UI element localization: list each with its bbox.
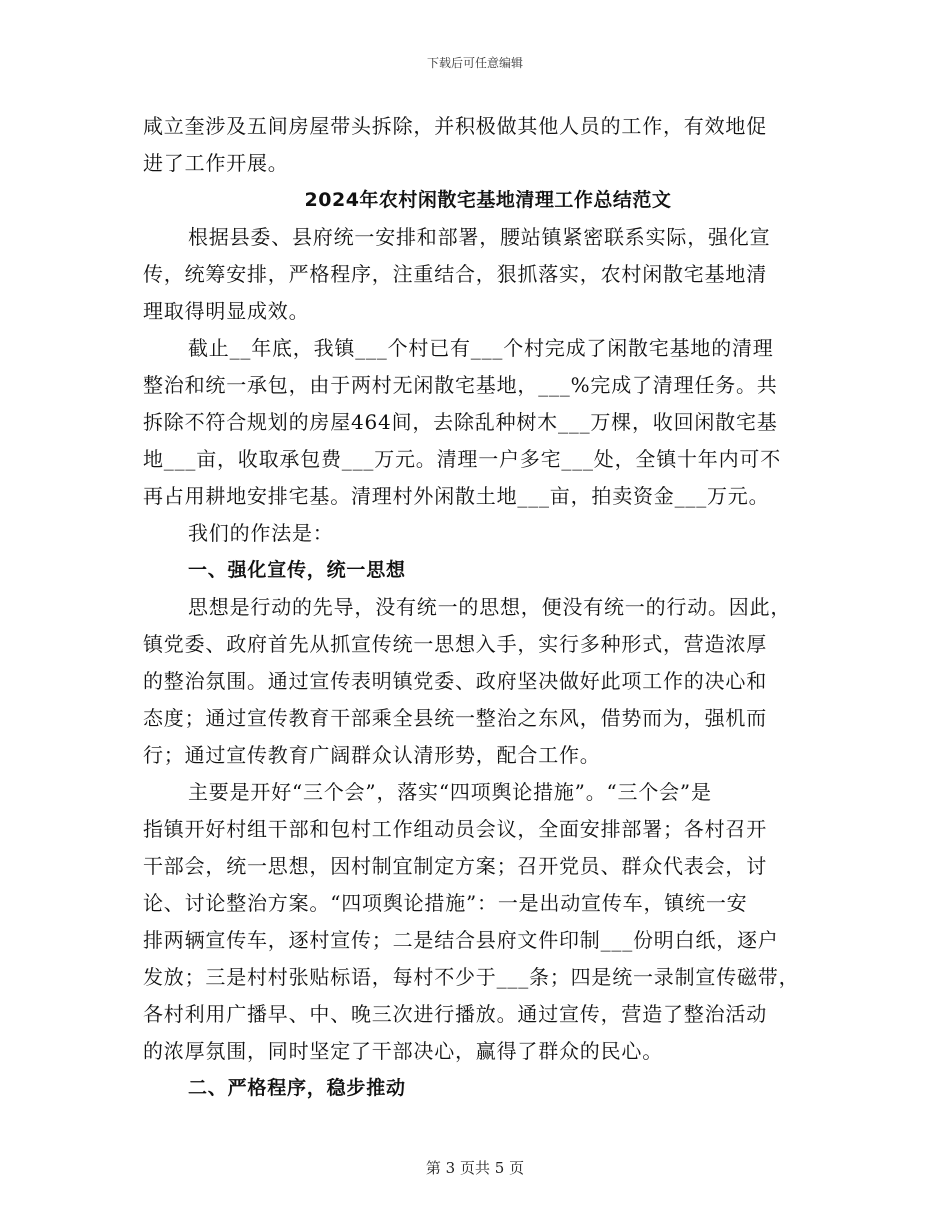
text-line: 行；通过宣传教育广阔群众认清形势，配合工作。: [143, 743, 601, 767]
text-line: 拆除不符合规划的房屋464间，去除乱种树木___万棵，收回闲散宅基: [143, 410, 778, 434]
page-header: 下载后可任意编辑: [426, 56, 523, 70]
text-line: 我们的作法是：: [188, 521, 334, 545]
page-footer: 第 3 页共 5 页: [425, 1159, 525, 1177]
text-line: 的整治氛围。通过宣传表明镇党委、政府坚决做好此项工作的决心和: [143, 669, 767, 693]
document-body: [143, 108, 813, 1107]
text-line: 的浓厚氛围，同时坚定了干部决心，赢得了群众的民心。: [143, 1039, 663, 1063]
text-line: 根据县委、县府统一安排和部署，腰站镇紧密联系实际，强化宣: [188, 225, 771, 249]
text-line: 各村利用广播早、中、晚三次进行播放。通过宣传，营造了整治活动: [143, 1002, 767, 1026]
text-line: 发放；三是村村张贴标语，每村不少于___条；四是统一录制宣传磁带，: [143, 965, 800, 989]
text-line: 干部会，统一思想，因村制宜制定方案；召开党员、群众代表会，讨: [143, 854, 767, 878]
document-title: 2024年农村闲散宅基地清理工作总结范文: [304, 189, 672, 211]
section-heading: 一、强化宣传，统一思想: [188, 559, 406, 581]
text-line: 理取得明显成效。: [143, 299, 310, 323]
text-line: 再占用耕地安排宅基。清理村外闲散土地___亩，拍卖资金___万元。: [143, 484, 770, 508]
text-line: 思想是行动的先导，没有统一的思想，便没有统一的行动。因此，: [188, 595, 792, 619]
text-line: 整治和统一承包，由于两村无闲散宅基地，___%完成了清理任务。共: [143, 373, 778, 397]
text-line: 咸立奎涉及五间房屋带头拆除，并积极做其他人员的工作，有效地促: [143, 114, 767, 138]
text-line: 截止__年底，我镇___个村已有___个村完成了闲散宅基地的清理: [188, 336, 774, 360]
text-line: 指镇开好村组干部和包村工作组动员会议，全面安排部署；各村召开: [143, 817, 767, 841]
text-line: 镇党委、政府首先从抓宣传统一思想入手，实行多种形式，营造浓厚: [143, 632, 767, 656]
text-line: 态度；通过宣传教育干部乘全县统一整治之东风，借势而为，强机而: [143, 706, 767, 730]
section-heading: 二、严格程序，稳步推动: [188, 1077, 406, 1099]
text-line: 论、讨论整治方案。“四项舆论措施”：一是出动宣传车，镇统一安: [143, 891, 748, 915]
text-line: 地___亩，收取承包费___万元。清理一户多宅___处，全镇十年内可不: [143, 447, 781, 471]
text-line: 进了工作开展。: [143, 151, 289, 175]
text-line: 排两辆宣传车，逐村宣传；二是结合县府文件印制___份明白纸，逐户: [143, 928, 779, 952]
text-line: 主要是开好“三个会”，落实“四项舆论措施”。“三个会”是: [188, 780, 712, 804]
text-line: 传，统筹安排，严格程序，注重结合，狠抓落实，农村闲散宅基地清: [143, 262, 767, 286]
